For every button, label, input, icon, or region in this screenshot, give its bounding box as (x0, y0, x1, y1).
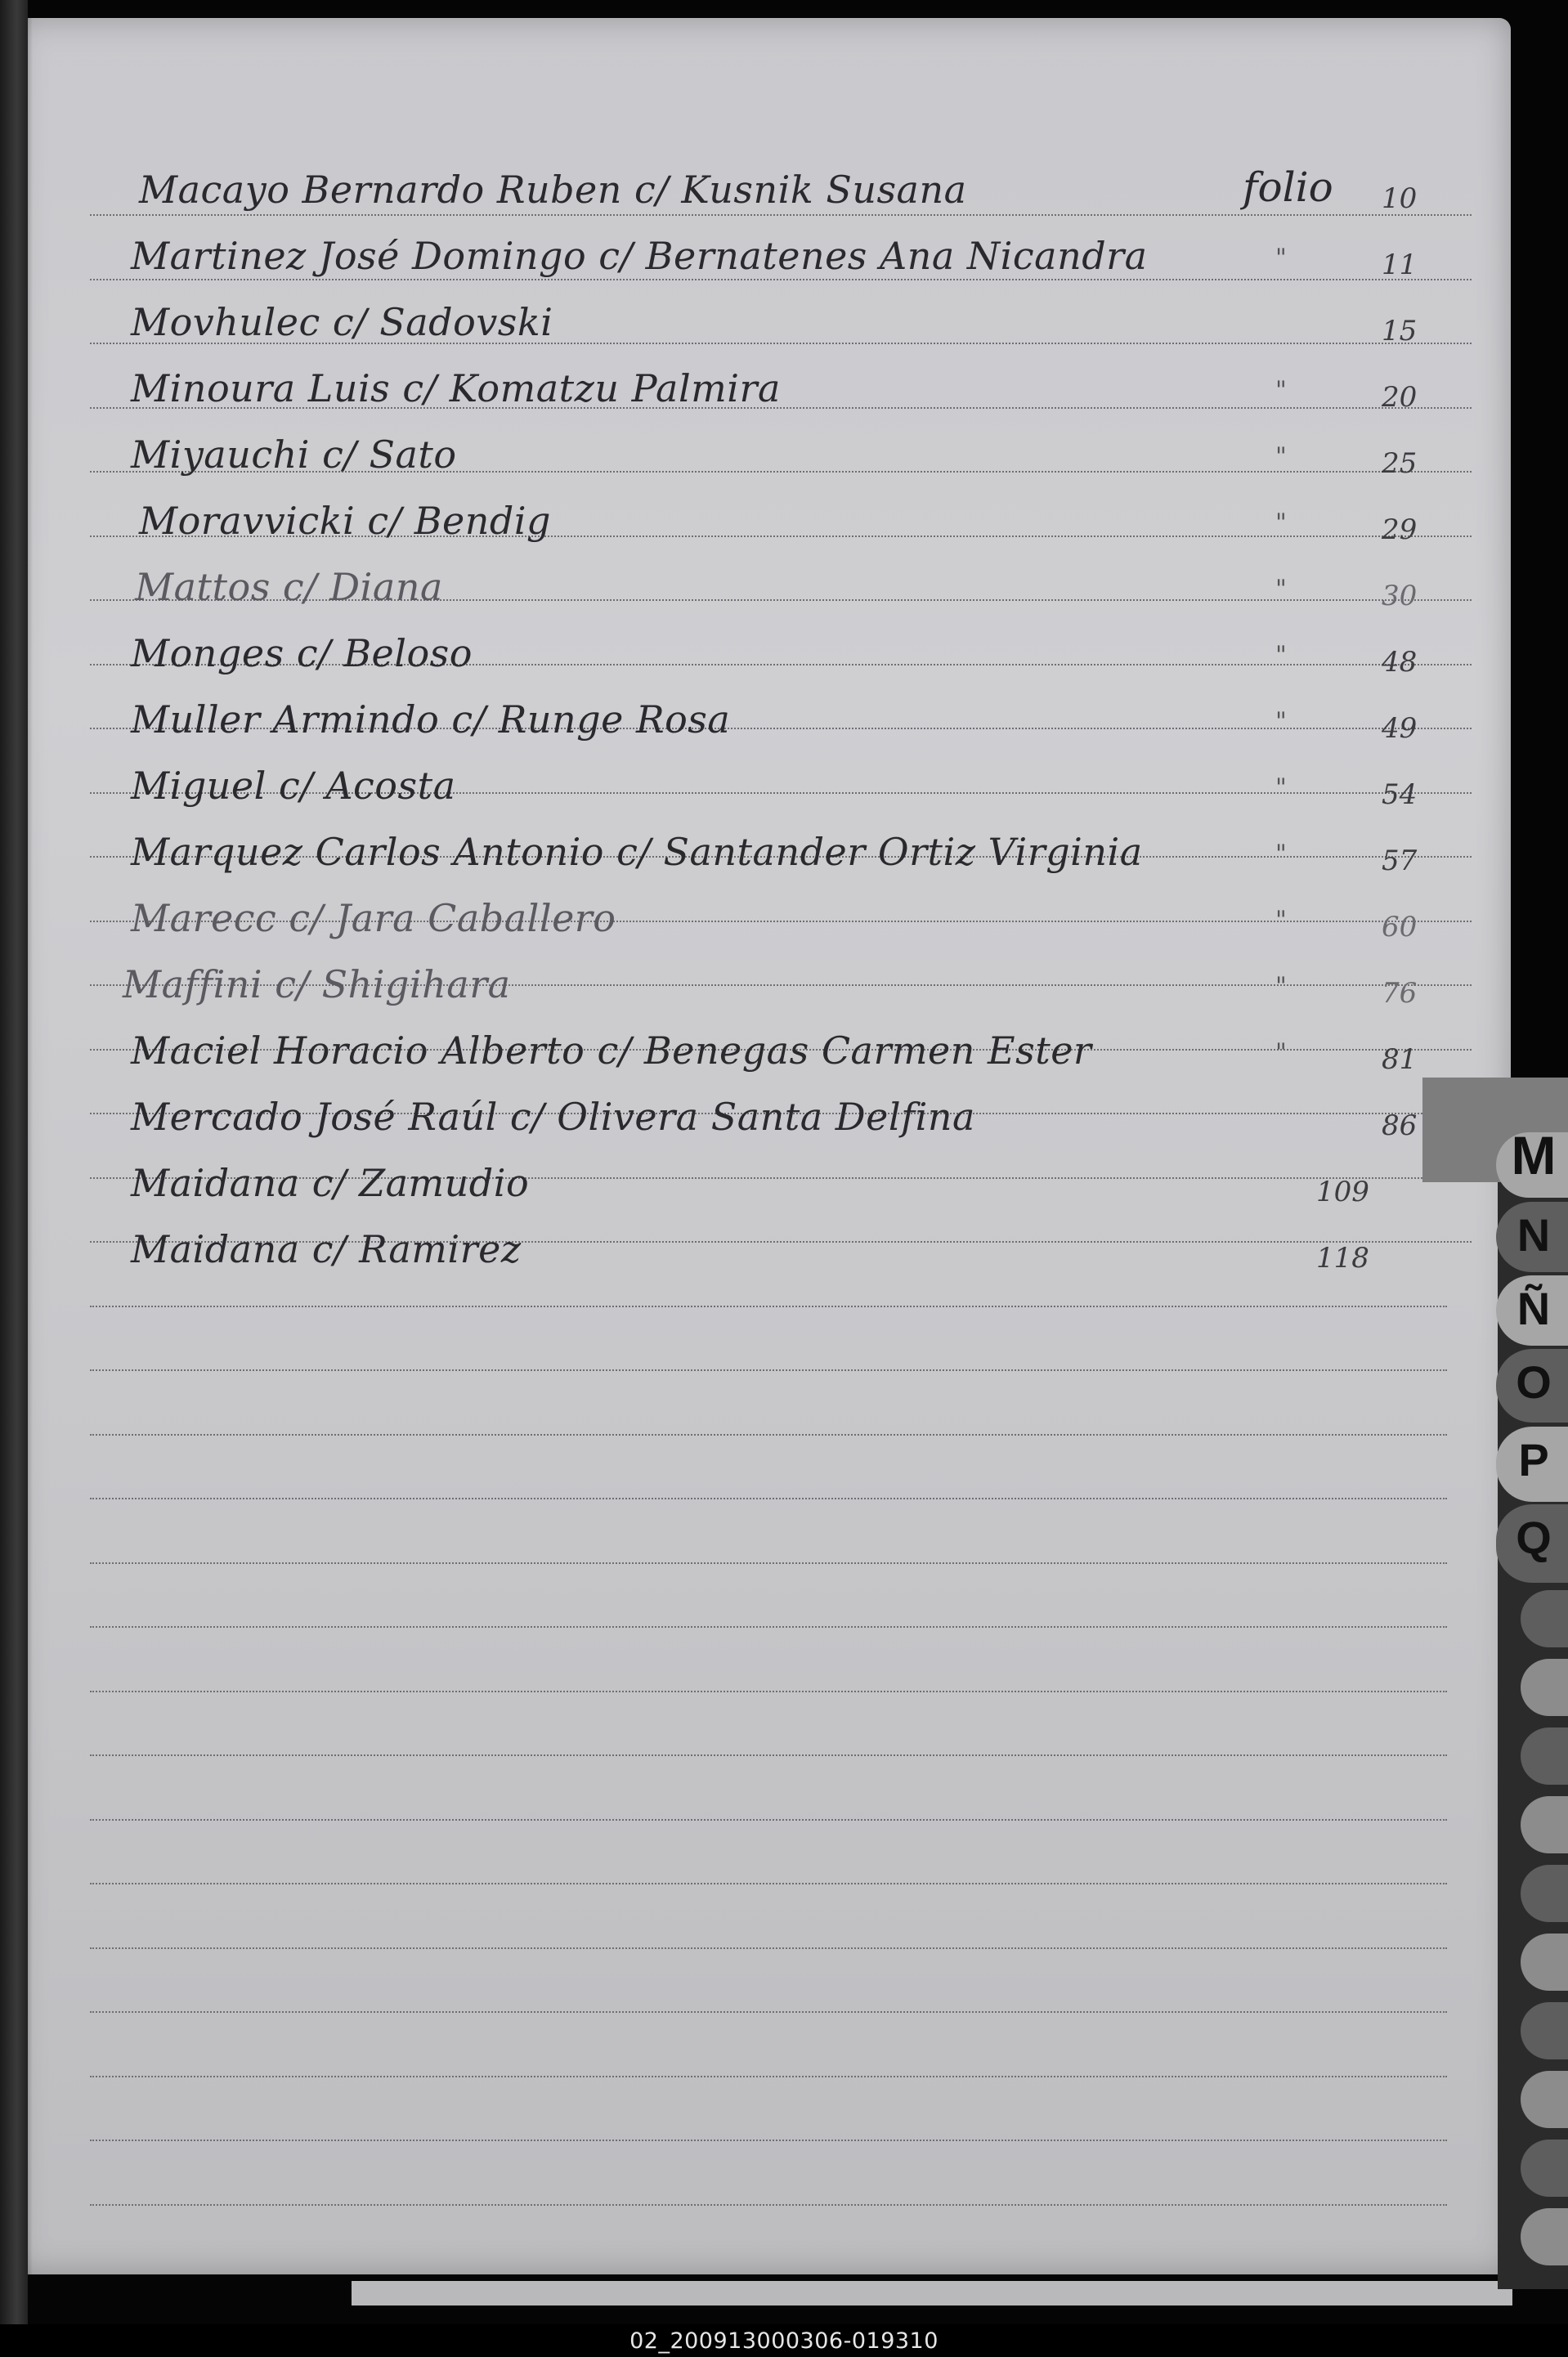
entry-name: Miyauchi c/ Sato (131, 432, 457, 477)
ruled-line (90, 1369, 1447, 1371)
index-tab-letter: Ñ (1516, 1283, 1551, 1334)
ruled-line (90, 1498, 1447, 1499)
ruled-line (90, 1819, 1447, 1821)
ruled-line (90, 279, 1472, 280)
ruled-line (90, 1306, 1447, 1307)
ditto-mark: " (1275, 509, 1287, 537)
ditto-mark: " (1275, 972, 1287, 1001)
entry-folio: 29 (1382, 513, 1418, 546)
entry-name: Movhulec c/ Sadovski (131, 300, 553, 344)
binder-edge (0, 0, 28, 2357)
entry-name: Martinez José Domingo c/ Bernatenes Ana Nicandra (131, 234, 1148, 278)
entry-folio: 48 (1382, 646, 1418, 679)
ditto-mark: " (1275, 442, 1287, 471)
ditto-mark: " (1275, 840, 1287, 868)
entry-folio: 11 (1382, 249, 1418, 281)
index-tab-letter: M (1511, 1125, 1557, 1185)
entry-folio: 49 (1382, 712, 1418, 745)
entry-name: Maciel Horacio Alberto c/ Benegas Carmen Ester (131, 1028, 1092, 1073)
index-tab-letter: Q (1516, 1512, 1552, 1563)
ruled-line (90, 1562, 1447, 1564)
entry-name: Minoura Luis c/ Komatzu Palmira (131, 366, 781, 410)
ditto-mark: " (1275, 773, 1287, 802)
entry-name: Macayo Bernardo Ruben c/ Kusnik Susana (139, 168, 967, 212)
entry-folio: 86 (1382, 1109, 1418, 1142)
ditto-mark: " (1275, 1038, 1287, 1067)
ruled-line (90, 1434, 1447, 1436)
ditto-mark: " (1275, 575, 1287, 603)
index-tab-letter: O (1516, 1356, 1552, 1408)
entry-folio: 60 (1382, 911, 1418, 943)
file-label: 02_200913000306-019310 (629, 2328, 939, 2354)
ditto-mark: " (1275, 707, 1287, 736)
entry-name: Maidana c/ Zamudio (131, 1161, 530, 1205)
entry-name: Mattos c/ Diana (135, 565, 443, 609)
entry-folio: 20 (1382, 381, 1418, 414)
entry-name: Mercado José Raúl c/ Olivera Santa Delfina (131, 1095, 975, 1139)
entry-folio: 76 (1382, 977, 1418, 1010)
ruled-line (90, 1754, 1447, 1756)
ruled-line (90, 2011, 1447, 2013)
entry-folio: 81 (1382, 1043, 1418, 1076)
ruled-line (90, 1883, 1447, 1884)
folio-heading: folio (1243, 164, 1333, 211)
next-page-edge (352, 2281, 1512, 2305)
entry-name: Muller Armindo c/ Runge Rosa (131, 697, 731, 742)
entry-name: Maidana c/ Ramirez (131, 1227, 522, 1271)
entry-name: Moravvicki c/ Bendig (139, 499, 552, 543)
ditto-mark: " (1275, 641, 1287, 670)
ruled-line (90, 2140, 1447, 2141)
entry-name: Marecc c/ Jara Caballero (131, 896, 616, 940)
entry-folio: 15 (1382, 315, 1418, 347)
index-tab-letter: P (1518, 1434, 1549, 1485)
entry-folio: 54 (1382, 778, 1418, 811)
ledger-sheet (15, 18, 1511, 2274)
ruled-line (90, 1626, 1447, 1628)
ruled-line (90, 1691, 1447, 1692)
entry-folio: 118 (1316, 1242, 1369, 1275)
ditto-mark: " (1275, 244, 1287, 272)
ruled-line (90, 2076, 1447, 2077)
entry-name: Monges c/ Beloso (131, 631, 473, 675)
ditto-mark: " (1275, 906, 1287, 934)
entry-folio: 25 (1382, 447, 1418, 480)
ruled-line (90, 2204, 1447, 2206)
ruled-line (90, 214, 1472, 216)
entry-folio: 109 (1316, 1176, 1369, 1208)
entry-folio: 30 (1382, 580, 1418, 612)
entry-folio: 57 (1382, 845, 1418, 877)
ditto-mark: " (1275, 376, 1287, 405)
entry-name: Maffini c/ Shigihara (123, 962, 511, 1006)
entry-folio: 10 (1382, 182, 1418, 215)
entry-name: Miguel c/ Acosta (131, 764, 456, 808)
entry-name: Marquez Carlos Antonio c/ Santander Ortiz Virginia (131, 830, 1143, 874)
index-tab-letter: N (1516, 1209, 1551, 1261)
ruled-line (90, 1947, 1447, 1949)
